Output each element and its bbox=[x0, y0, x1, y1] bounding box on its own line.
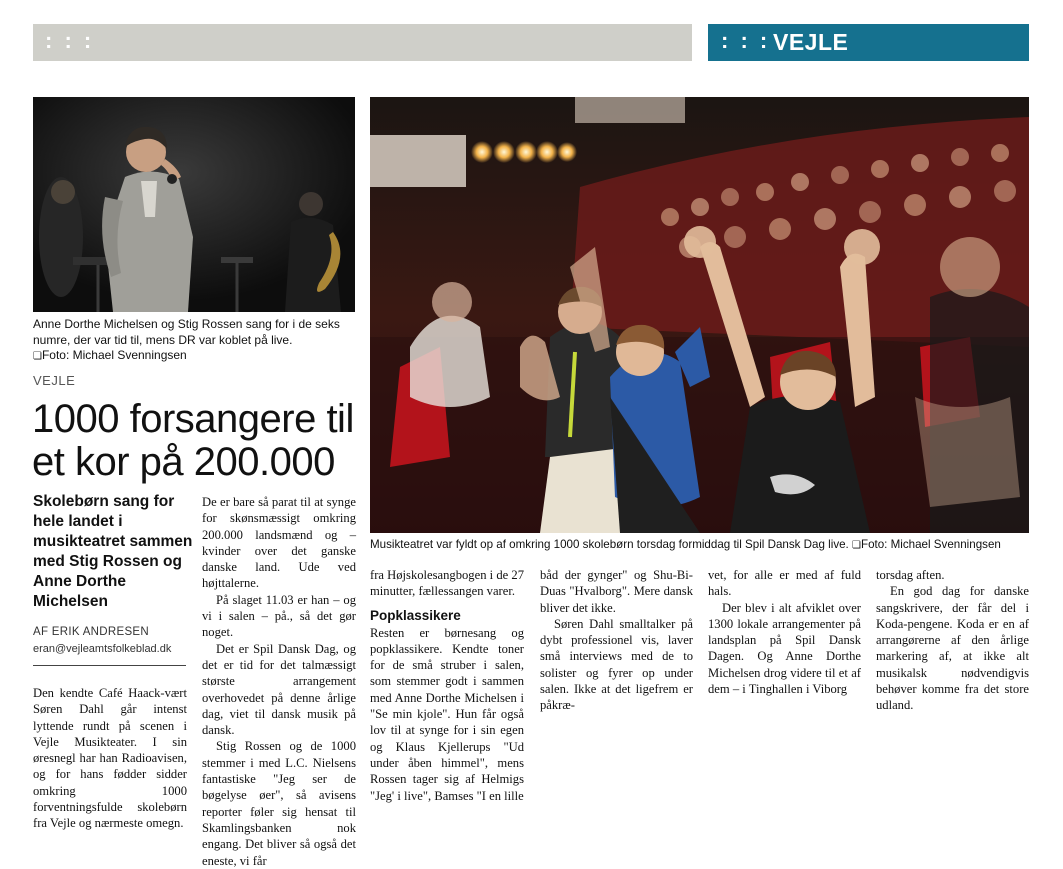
body-column-6 bbox=[876, 567, 1029, 714]
photo-right-credit: ❏ Foto: Michael Svenningsen bbox=[852, 538, 1001, 551]
photo-right-caption-text: Musikteatret var fyldt op af omkring 1000 skolebørn torsdag formiddag til Spil Dansk Dag live. bbox=[370, 538, 849, 551]
article-headline: 1000 forsangere til et kor på 200.000 bbox=[32, 397, 354, 484]
paragraph: vet, for alle er med af fuld hals. bbox=[708, 568, 861, 599]
body-column-3 bbox=[370, 567, 524, 804]
author-email: eran@vejleamtsfolkeblad.dk bbox=[33, 643, 172, 655]
photo-left-caption-text: Anne Dorthe Michelsen og Stig Rossen sang for i de seks numre, der var tid til, mens DR var koblet på live. bbox=[33, 317, 340, 347]
paragraph: Det er Spil Dansk Dag, og det er tid for det talmæssigt største arrangement overhovedet på denne årlige dag, viet til dansk musik på dansk. bbox=[202, 641, 356, 738]
paragraph: På slaget 11.03 er han – og vi i salen – på., så det gør noget. bbox=[202, 592, 356, 640]
singer-photo bbox=[33, 97, 355, 312]
photo-left-caption bbox=[33, 317, 363, 365]
paragraph: Stig Rossen og de 1000 stemmer i med L.C. Nielsens fantastiske "Jeg ser de bøgelyse øer", så avisens reporter føler sig hensat til Skamlingsbanken nok engang. Det bliver så også det eneste, vi får bbox=[202, 739, 356, 868]
photo-left-credit: ❏ Foto: Michael Svenningsen bbox=[33, 348, 187, 362]
body-column-5 bbox=[708, 567, 861, 697]
section-label: VEJLE bbox=[773, 29, 849, 55]
section-dots: : : : bbox=[721, 28, 771, 53]
body-column-2 bbox=[202, 494, 356, 869]
paragraph: De er bare så parat til at synge for skønsmæssigt omkring 200.000 landsmænd og –kvinder over det ganske danske land. Ude ved højttalerne. bbox=[202, 495, 356, 591]
body-column-4 bbox=[540, 567, 693, 714]
body-column-1 bbox=[33, 685, 187, 832]
article-kicker: VEJLE bbox=[33, 373, 76, 388]
article-subhead: Skolebørn sang for hele landet i musikteatret sammen med Stig Rossen og Anne Dorthe Michelsen bbox=[33, 493, 193, 610]
paragraph: Resten er børnesang og popklassikere. Kendte toner for de små struber i salen, som stemmer godt i sammen med Anne Dorthe Michelsen i "Se min kjole". Hun får også lov til at synge for i sin egen og Klaus Kjellerups "Ud under åben himmel", mens Rossen tager sig af Helmigs "Jeg' i live", Bamses "I en lille bbox=[370, 625, 524, 803]
byline-divider bbox=[33, 665, 186, 666]
masthead-bar-section bbox=[708, 24, 1029, 61]
masthead-dots: : : : bbox=[45, 28, 95, 53]
audience-photo bbox=[370, 97, 1029, 533]
paragraph: Søren Dahl smalltalker på dybt professionel vis, laver små interviews med de to solister og fyrer op under salen. Ikke at det ligefrem er påkræ- bbox=[540, 616, 693, 713]
masthead-bar-left bbox=[33, 24, 692, 61]
paragraph: Der blev i alt afviklet over 1300 lokale arrangementer på landsplan på Spil Dansk Dagen. Og Anne Dorthe Michelsen drog videre til et af dem – i Tinghallen i Viborg bbox=[708, 600, 861, 697]
photo-right-caption bbox=[370, 537, 1030, 554]
paragraph: fra Højskolesangbogen i de 27 minutter, fællessangen varer. bbox=[370, 568, 524, 599]
paragraph: Den kendte Café Haack-vært Søren Dahl går intenst lyttende rundt på scenen i Vejle Musikteater. I sin øresnegl har han Radioavisen, og for hans fødder sidder omkring 1000 forventningsfulde skolebørn fra Vejle og nærmeste omegn. bbox=[33, 686, 187, 831]
paragraph: En god dag for danske sangskrivere, der får del i Koda-pengene. Koda er en af arrangørerne af den årlige markering af, at ikke alt musikalsk nødvendigvis behøver komme fra det store udland. bbox=[876, 584, 1029, 713]
article-byline: AF ERIK ANDRESEN bbox=[33, 626, 149, 638]
section-subtitle: Popklassikere bbox=[370, 607, 461, 623]
paragraph: torsdag aften. bbox=[876, 568, 945, 582]
paragraph: båd der gynger" og Shu-Bi-Duas "Hvalborg". Mere dansk bliver det ikke. bbox=[540, 568, 693, 615]
